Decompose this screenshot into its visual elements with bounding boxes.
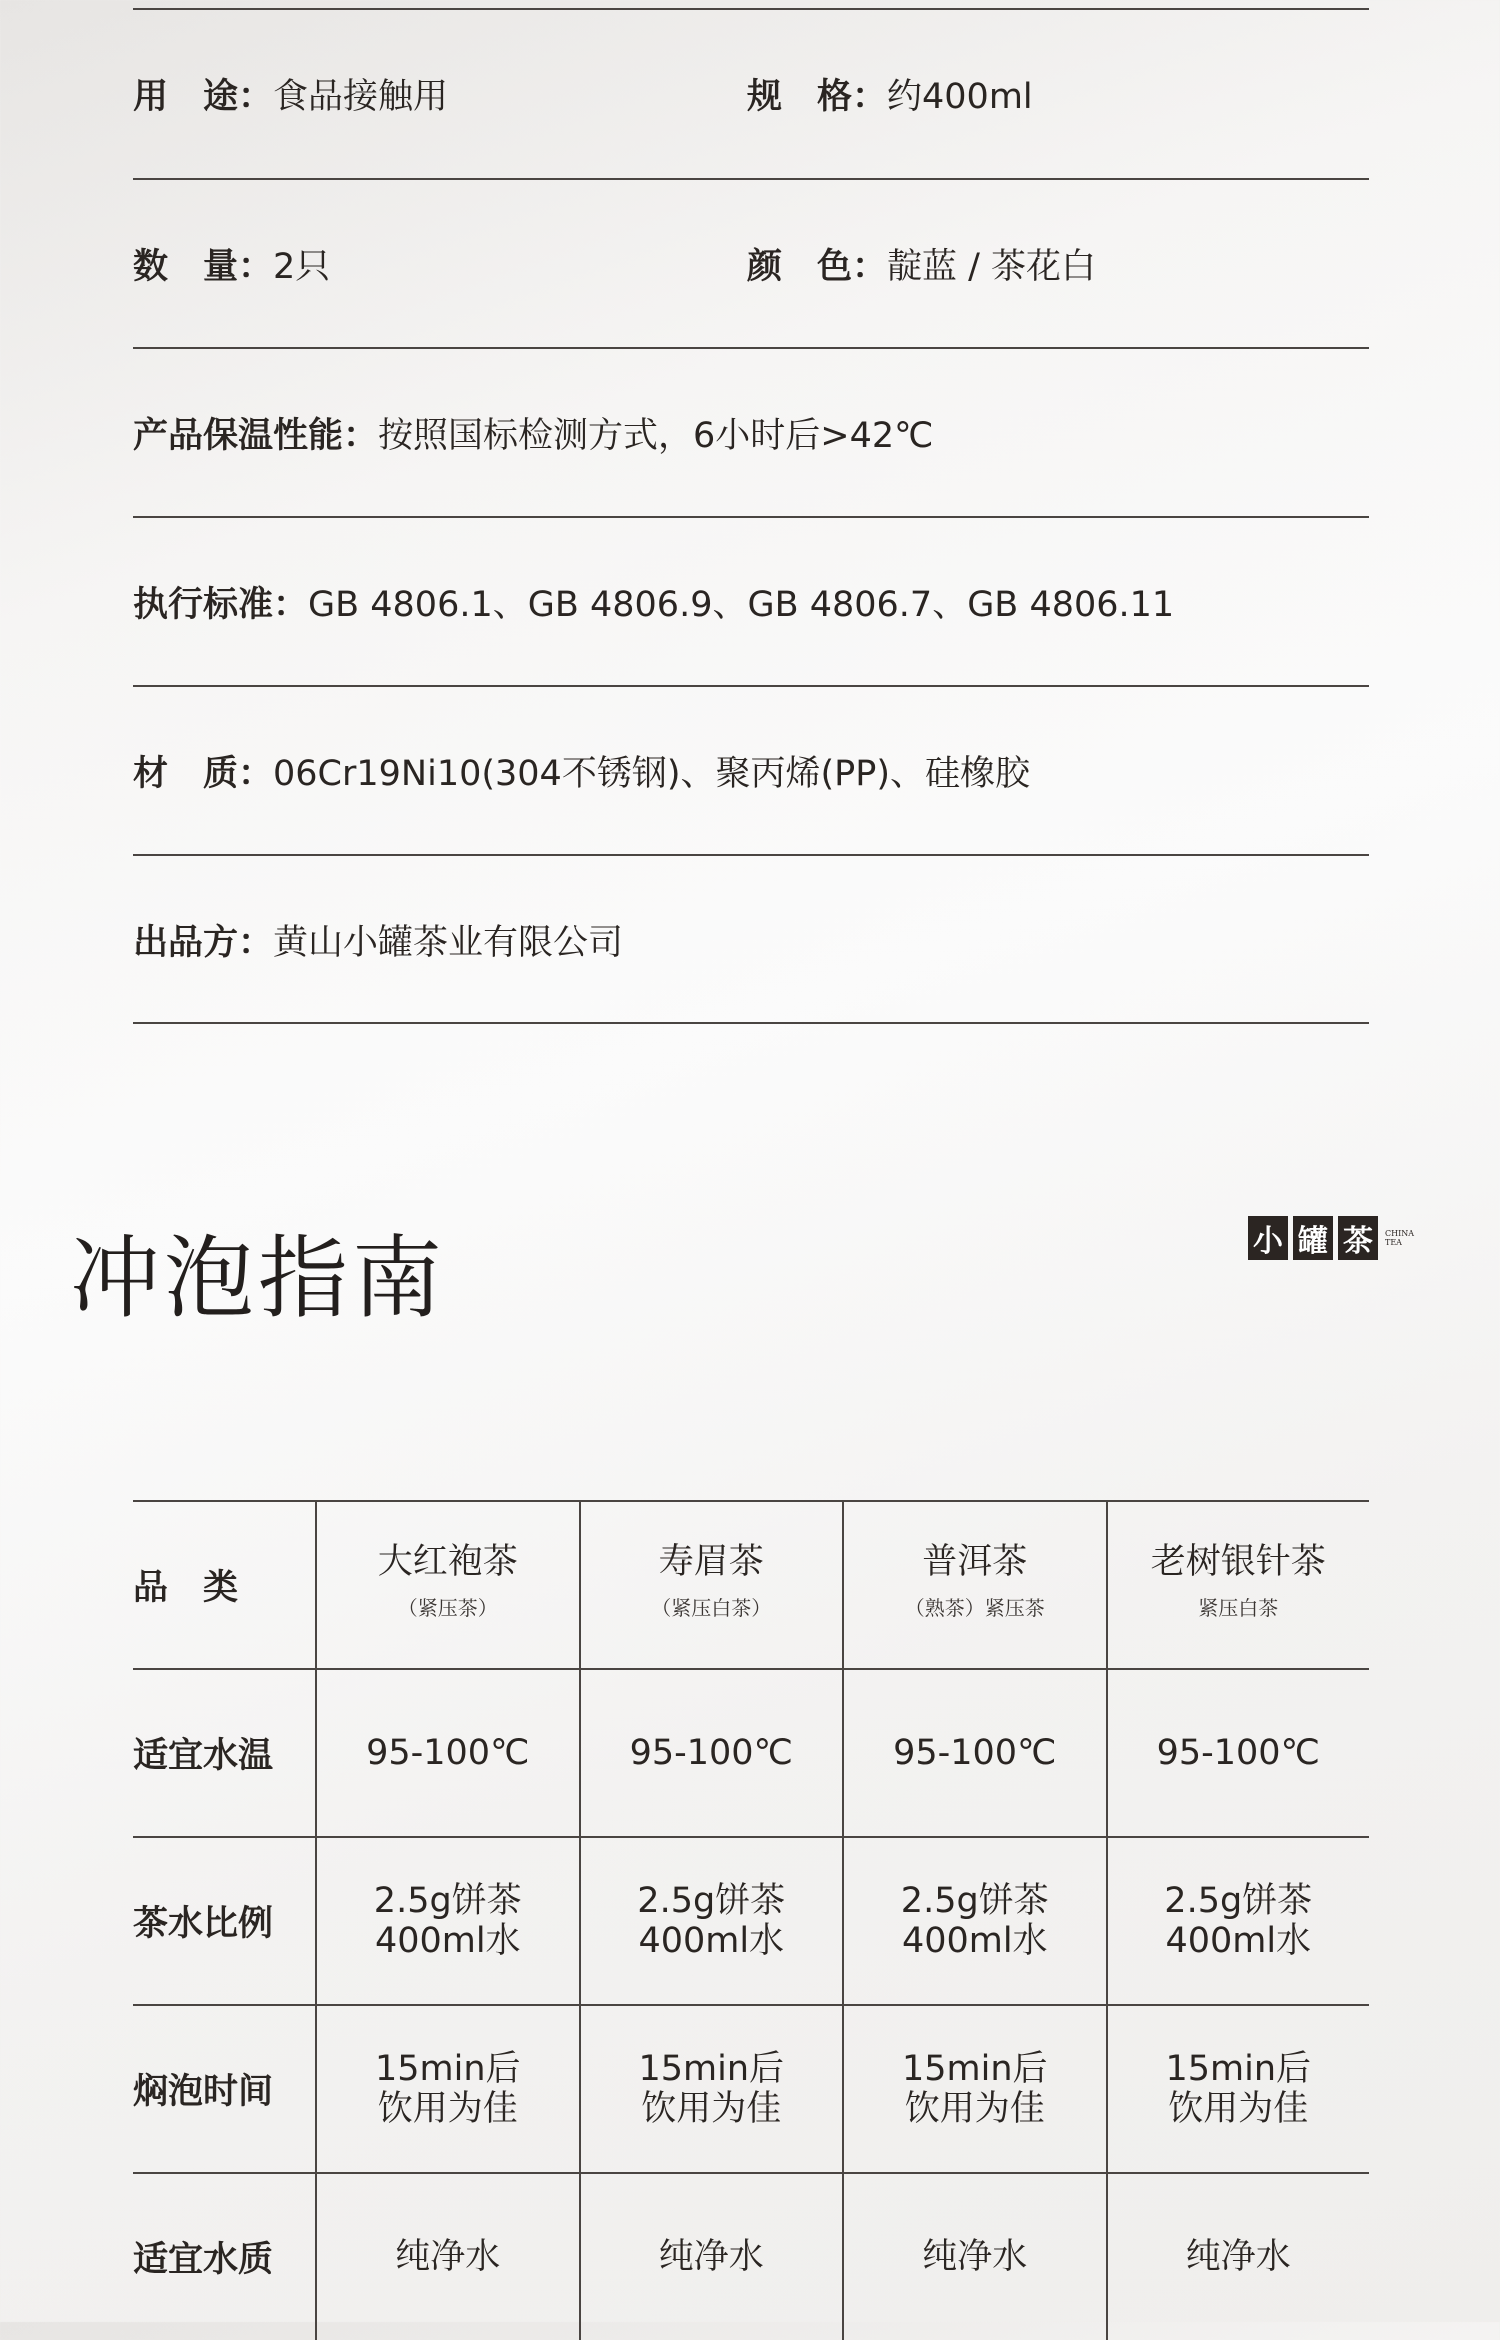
tea-type: （紧压白茶） — [651, 1596, 772, 1620]
spec-rule — [133, 1022, 1369, 1024]
spec-value: 2只 — [273, 247, 331, 287]
table-cell: 15min后 饮用为佳 — [579, 2006, 843, 2172]
spec-row-5 — [133, 687, 1369, 855]
spec-value: 黄山小罐茶业有限公司 — [273, 923, 624, 963]
table-row-ratio — [133, 1836, 1369, 2004]
spec-value: 06Cr19Ni10(304不锈钢)、聚丙烯(PP)、硅橡胶 — [273, 754, 1030, 794]
spec-label: 用 途： — [133, 77, 274, 117]
logo-char: 小 — [1248, 1216, 1288, 1260]
logo-char: 茶 — [1338, 1216, 1378, 1260]
brand-logo — [1248, 1216, 1414, 1260]
table-cell: 2.5g饼茶 400ml水 — [315, 1838, 579, 2004]
table-cell: 纯净水 — [579, 2174, 843, 2340]
spec-label: 颜 色： — [747, 247, 888, 287]
tea-header — [842, 1502, 1106, 1668]
table-row-water-temp — [133, 1668, 1369, 1836]
spec-label: 产品保温性能： — [133, 416, 379, 456]
header-label: 品 类 — [133, 1568, 239, 1608]
spec-usage — [133, 69, 747, 119]
table-row-water-quality — [133, 2172, 1369, 2340]
table-row-steep-time — [133, 2004, 1369, 2172]
spec-row-4 — [133, 518, 1369, 686]
row-label: 适宜水温 — [133, 1736, 274, 1776]
table-cell: 15min后 饮用为佳 — [315, 2006, 579, 2172]
spec-row-6 — [133, 856, 1369, 1024]
tea-type: 紧压白茶 — [1198, 1596, 1279, 1620]
spec-row-3 — [133, 349, 1369, 517]
spec-value: 靛蓝 / 茶花白 — [887, 247, 1097, 287]
tea-header — [579, 1502, 843, 1668]
tea-name: 寿眉茶 — [658, 1542, 764, 1582]
row-label: 适宜水质 — [133, 2240, 274, 2280]
table-cell: 2.5g饼茶 400ml水 — [579, 1838, 843, 2004]
spec-label: 执行标准： — [133, 585, 309, 625]
table-cell: 纯净水 — [1106, 2174, 1370, 2340]
tea-type: （熟茶）紧压茶 — [904, 1596, 1045, 1620]
table-cell: 15min后 饮用为佳 — [1106, 2006, 1370, 2172]
spec-label: 材 质： — [133, 754, 274, 794]
logo-char: 罐 — [1293, 1216, 1333, 1260]
table-cell: 2.5g饼茶 400ml水 — [842, 1838, 1106, 2004]
row-label: 焖泡时间 — [133, 2072, 274, 2112]
tea-name: 普洱茶 — [922, 1542, 1028, 1582]
tea-header — [1106, 1502, 1370, 1668]
spec-size — [747, 69, 1361, 119]
tea-name: 老树银针茶 — [1150, 1542, 1326, 1582]
spec-row-1 — [133, 10, 1369, 178]
spec-row-2 — [133, 180, 1369, 348]
tea-type: （紧压茶） — [397, 1596, 498, 1620]
table-cell: 15min后 饮用为佳 — [842, 2006, 1106, 2172]
table-cell: 95-100℃ — [579, 1670, 843, 1836]
table-cell: 95-100℃ — [1106, 1670, 1370, 1836]
logo-english: CHINA TEA — [1385, 1229, 1415, 1247]
table-cell: 纯净水 — [315, 2174, 579, 2340]
spec-value: 按照国标检测方式，6小时后>42℃ — [378, 416, 934, 456]
table-cell: 2.5g饼茶 400ml水 — [1106, 1838, 1370, 2004]
brewing-guide-table — [133, 1500, 1369, 2340]
table-cell: 纯净水 — [842, 2174, 1106, 2340]
tea-header — [315, 1502, 579, 1668]
section-title: 冲泡指南 — [70, 1226, 446, 1331]
table-header-row — [133, 1500, 1369, 1668]
tea-name: 大红袍茶 — [377, 1542, 518, 1582]
table-cell: 95-100℃ — [842, 1670, 1106, 1836]
spec-label: 出品方： — [133, 923, 274, 963]
row-label: 茶水比例 — [133, 1904, 274, 1944]
spec-label: 规 格： — [747, 77, 888, 117]
table-cell: 95-100℃ — [315, 1670, 579, 1836]
spec-value: 食品接触用 — [273, 77, 449, 117]
spec-value: GB 4806.1、GB 4806.9、GB 4806.7、GB 4806.11 — [308, 585, 1175, 625]
spec-label: 数 量： — [133, 247, 274, 287]
spec-quantity — [133, 239, 747, 289]
spec-value: 约400ml — [887, 77, 1033, 117]
spec-color — [747, 239, 1361, 289]
